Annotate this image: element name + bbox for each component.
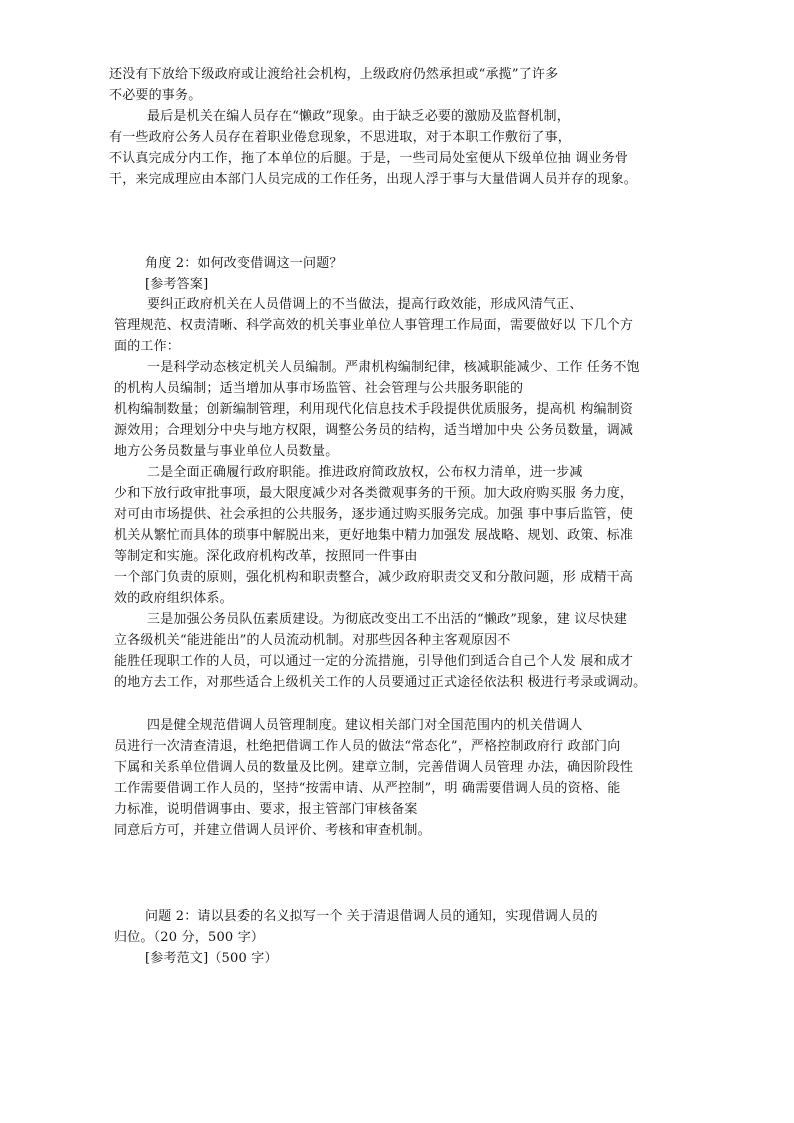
text-line: 下属和关系单位借调人员的数量及比例。建章立制，完善借调人员管理 办法，确因阶段性 — [114, 760, 634, 775]
text-line: 干，来完成理应由本部门人员完成的工作任务，出现人浮于事与大量借调人员并存的现象。 — [109, 172, 638, 187]
text-line: 有一些政府公务人员存在着职业倦怠现象，不思进取，对于本职工作敷衍了事， — [109, 130, 572, 145]
text-line: 最后是机关在编人员存在“懒政”现象。由于缺乏必要的激励及监督机制， — [147, 109, 570, 124]
reference-answer-label: [参考答案] — [145, 277, 209, 292]
text-line: 三是加强公务员队伍素质建设。为彻底改变出工不出活的“懒政”现象，建 议尽快建 — [147, 612, 628, 627]
text-line: 源效用；合理划分中央与地方权限，调整公务员的结构，适当增加中央 公务员数量，调减 — [114, 423, 634, 438]
text-line: 地方公务员数量与事业单位人员数量。 — [114, 444, 339, 459]
text-line: 同意后方可，并建立借调人员评价、考核和审查机制。 — [114, 823, 431, 838]
text-line: 力标准，说明借调事由、要求，报主管部门审核备案 — [114, 802, 418, 817]
text-line: 管理规范、权责清晰、科学高效的机关事业单位人事管理工作局面，需要做好以 下几个方 — [114, 318, 634, 333]
text-line: 不认真完成分内工作，拖了本单位的后腿。于是，一些司局处室便从下级单位抽 调业务骨 — [109, 151, 629, 166]
text-line: 的地方去工作，对那些适合上级机关工作的人员要通过正式途径依法积 极进行考录或调动。 — [114, 675, 647, 690]
text-line: 面的工作： — [114, 339, 181, 354]
reference-essay-label: [参考范文]（500 字） — [145, 951, 278, 966]
text-line: 还没有下放给下级政府或让渡给社会机构，上级政府仍然承担或“承揽”了许多 — [109, 67, 559, 82]
text-line: 能胜任现职工作的人员，可以通过一定的分流措施，引导他们到适合自己个人发 展和成才 — [114, 654, 634, 669]
text-line: 一个部门负责的原则，强化机构和职责整合，减少政府职责交叉和分散问题，形 成精干高 — [114, 570, 634, 585]
text-line: 员进行一次清查清退，杜绝把借调工作人员的做法“常态化”，严格控制政府行 政部门向 — [114, 739, 621, 754]
question-heading: 问题 2：请以县委的名义拟写一个 关于清退借调人员的通知，实现借调人员的 — [145, 909, 598, 924]
text-line: 一是科学动态核定机关人员编制。严肃机构编制纪律，核减职能减少、工作 任务不饱 — [147, 360, 640, 375]
text-line: 的机构人员编制；适当增加从事市场监管、社会管理与公共服务职能的 — [114, 381, 524, 396]
text-line: 二是全面正确履行政府职能。推进政府简政放权，公布权力清单，进一步减 — [147, 465, 583, 480]
section-heading: 角度 2：如何改变借调这一问题？ — [145, 256, 343, 271]
text-line: 效的政府组织体系。 — [114, 591, 233, 606]
text-line: 少和下放行政审批事项，最大限度减少对各类微观事务的干预。加大政府购买服 务力度， — [114, 486, 634, 501]
text-line: 机关从繁忙而具体的琐事中解脱出来，更好地集中精力加强发 展战略、规划、政策、标准 — [114, 528, 634, 543]
text-line: 不必要的事务。 — [109, 88, 202, 103]
text-line: 归位。（20 分，500 字） — [114, 930, 265, 945]
text-line: 对可由市场提供、社会承担的公共服务，逐步通过购买服务完成。加强 事中事后监管，使 — [114, 507, 634, 522]
text-line: 立各级机关“能进能出”的人员流动机制。对那些因各种主客观原因不 — [114, 633, 511, 648]
text-line: 要纠正政府机关在人员借调上的不当做法，提高行政效能，形成风清气正、 — [147, 297, 583, 312]
text-line: 等制定和实施。深化政府机构改革，按照同一件事由 — [114, 549, 418, 564]
text-line: 工作需要借调工作人员的，坚持“按需申请、从严控制”，明 确需要借调人员的资格、能 — [114, 781, 621, 796]
text-line: 四是健全规范借调人员管理制度。建议相关部门对全国范围内的机关借调人 — [147, 718, 583, 733]
text-line: 机构编制数量；创新编制管理，利用现代化信息技术手段提供优质服务，提高机 构编制资 — [114, 402, 634, 417]
